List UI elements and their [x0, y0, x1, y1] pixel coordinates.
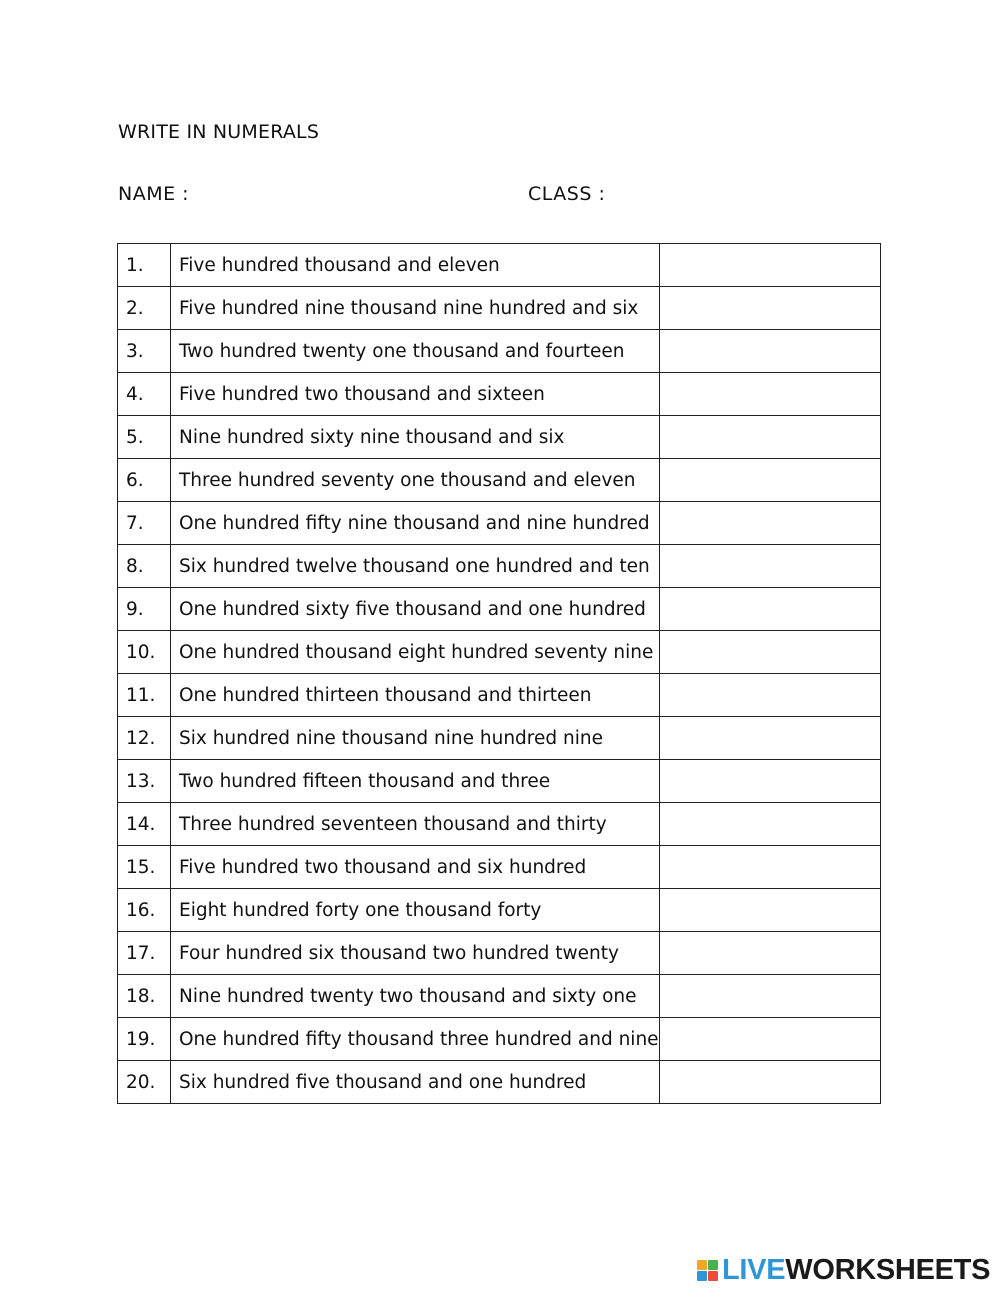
name-label: NAME :	[118, 183, 190, 205]
answer-box[interactable]	[660, 416, 881, 459]
table-row	[118, 889, 881, 932]
table-row	[118, 674, 881, 717]
answer-box[interactable]	[660, 760, 881, 803]
answer-box[interactable]	[660, 545, 881, 588]
question-words: Two hundred fifteen thousand and three	[171, 760, 660, 803]
table-row	[118, 588, 881, 631]
question-number: 16.	[118, 889, 171, 932]
question-words: One hundred fifty nine thousand and nine hundred	[171, 502, 660, 545]
table-row	[118, 416, 881, 459]
question-number: 4.	[118, 373, 171, 416]
question-words: Three hundred seventy one thousand and eleven	[171, 459, 660, 502]
table-row	[118, 330, 881, 373]
answer-box[interactable]	[660, 846, 881, 889]
answer-box[interactable]	[660, 932, 881, 975]
answer-box[interactable]	[660, 459, 881, 502]
brand-logo	[697, 1254, 990, 1287]
page-title: WRITE IN NUMERALS	[118, 121, 320, 143]
question-number: 6.	[118, 459, 171, 502]
question-words: Five hundred nine thousand nine hundred and six	[171, 287, 660, 330]
question-words: One hundred thirteen thousand and thirteen	[171, 674, 660, 717]
question-number: 19.	[118, 1018, 171, 1061]
brand-name	[722, 1254, 990, 1287]
answer-box[interactable]	[660, 674, 881, 717]
question-number: 8.	[118, 545, 171, 588]
question-number: 3.	[118, 330, 171, 373]
question-words: Six hundred nine thousand nine hundred nine	[171, 717, 660, 760]
table-row	[118, 846, 881, 889]
table-row	[118, 631, 881, 674]
table-row	[118, 459, 881, 502]
class-label: CLASS :	[528, 183, 606, 205]
answer-box[interactable]	[660, 1061, 881, 1104]
question-number: 13.	[118, 760, 171, 803]
table-row	[118, 287, 881, 330]
question-words: Four hundred six thousand two hundred twenty	[171, 932, 660, 975]
question-words: Five hundred two thousand and six hundred	[171, 846, 660, 889]
question-words: Nine hundred sixty nine thousand and six	[171, 416, 660, 459]
answer-box[interactable]	[660, 502, 881, 545]
table-row	[118, 373, 881, 416]
table-row	[118, 760, 881, 803]
question-words: Three hundred seventeen thousand and thirty	[171, 803, 660, 846]
question-number: 12.	[118, 717, 171, 760]
question-number: 5.	[118, 416, 171, 459]
question-number: 14.	[118, 803, 171, 846]
table-row	[118, 1061, 881, 1104]
answer-box[interactable]	[660, 244, 881, 287]
brand-name-part1: LIVE	[722, 1254, 786, 1286]
table-row	[118, 975, 881, 1018]
answer-box[interactable]	[660, 975, 881, 1018]
questions-table	[117, 243, 881, 1104]
question-words: Six hundred twelve thousand one hundred and ten	[171, 545, 660, 588]
question-words: Two hundred twenty one thousand and fourteen	[171, 330, 660, 373]
question-words: Six hundred five thousand and one hundred	[171, 1061, 660, 1104]
liveworksheets-logo-icon	[697, 1260, 718, 1281]
answer-box[interactable]	[660, 717, 881, 760]
answer-box[interactable]	[660, 373, 881, 416]
question-number: 15.	[118, 846, 171, 889]
question-number: 2.	[118, 287, 171, 330]
table-row	[118, 803, 881, 846]
question-number: 1.	[118, 244, 171, 287]
question-words: One hundred sixty five thousand and one hundred	[171, 588, 660, 631]
question-number: 17.	[118, 932, 171, 975]
question-words: One hundred thousand eight hundred seventy nine	[171, 631, 660, 674]
question-words: Five hundred two thousand and sixteen	[171, 373, 660, 416]
answer-box[interactable]	[660, 1018, 881, 1061]
table-row	[118, 1018, 881, 1061]
table-row	[118, 932, 881, 975]
question-number: 9.	[118, 588, 171, 631]
brand-name-part2: WORKSHEETS	[785, 1254, 991, 1286]
question-words: One hundred fifty thousand three hundred and nine	[171, 1018, 660, 1061]
table-row	[118, 545, 881, 588]
answer-box[interactable]	[660, 588, 881, 631]
answer-box[interactable]	[660, 889, 881, 932]
question-number: 7.	[118, 502, 171, 545]
table-row	[118, 502, 881, 545]
question-words: Nine hundred twenty two thousand and sixty one	[171, 975, 660, 1018]
answer-box[interactable]	[660, 631, 881, 674]
answer-box[interactable]	[660, 287, 881, 330]
answer-box[interactable]	[660, 330, 881, 373]
question-words: Five hundred thousand and eleven	[171, 244, 660, 287]
table-row	[118, 244, 881, 287]
question-number: 10.	[118, 631, 171, 674]
question-words: Eight hundred forty one thousand forty	[171, 889, 660, 932]
question-number: 11.	[118, 674, 171, 717]
table-row	[118, 717, 881, 760]
answer-box[interactable]	[660, 803, 881, 846]
question-number: 18.	[118, 975, 171, 1018]
question-number: 20.	[118, 1061, 171, 1104]
